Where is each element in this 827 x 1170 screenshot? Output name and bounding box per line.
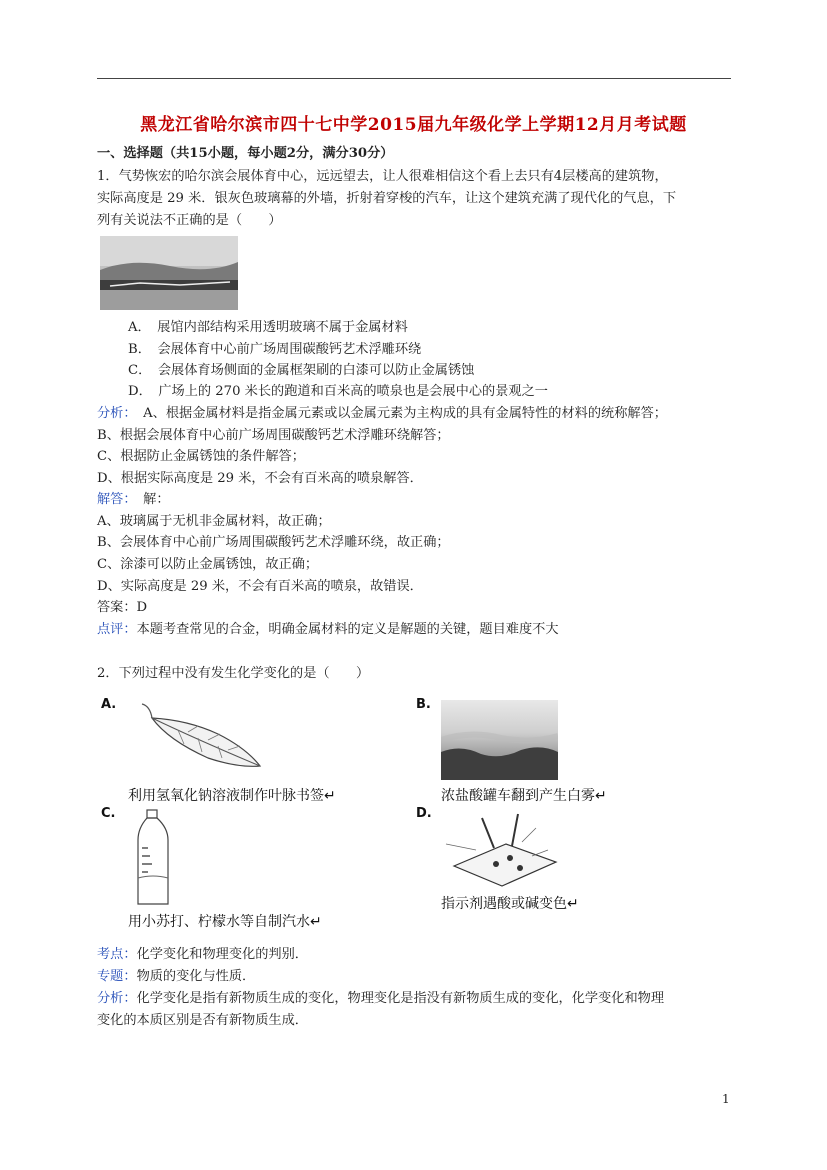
page-number: 1 (722, 1092, 730, 1106)
q1-answer-head (97, 490, 170, 510)
q2-choice-b-letter: B. (416, 697, 431, 712)
q1-analysis-c: C、根据防止金属锈蚀的条件解答； (97, 449, 305, 464)
q1-option-c: C． 会展体育场侧面的金属框架刷的白漆可以防止金属锈蚀 (128, 363, 475, 378)
q1-analysis-first (97, 404, 667, 424)
q1-answer-a: A、玻璃属于无机非金属材料，故正确； (97, 514, 331, 529)
q2-choice-c-caption: 用小苏打、柠檬水等自制汽水↵ (128, 914, 322, 930)
comment-text: 本题考查常见的合金，明确金属材料的定义是解题的关键，题目难度不大 (136, 622, 559, 637)
zhuanti-label: 专题： (97, 969, 137, 984)
header-rule (97, 78, 731, 79)
q2-analysis-label: 分析： (97, 991, 137, 1006)
q1-option-b: B． 会展体育中心前广场周围碳酸钙艺术浮雕环绕 (128, 342, 422, 357)
q2-stem: 2．下列过程中没有发生化学变化的是（ ） (97, 666, 370, 681)
zhuanti-text: 物质的变化与性质． (136, 969, 256, 984)
q1-analysis-b: B、根据会展体育中心前广场周围碳酸钙艺术浮雕环绕解答； (97, 428, 450, 443)
q2-analysis-line2: 变化的本质区别是否有新物质生成． (97, 1013, 308, 1028)
acid-spill-fog-photo (441, 700, 558, 780)
q1-answer-c: C、涂漆可以防止金属锈蚀，故正确； (97, 557, 319, 572)
kaodian-text: 化学变化和物理变化的判别． (136, 947, 308, 962)
q2-analysis-line1 (97, 989, 664, 1009)
q2-choice-b-caption: 浓盐酸罐车翻到产生白雾↵ (441, 788, 607, 804)
q1-answer-b: B、会展体育中心前广场周围碳酸钙艺术浮雕环绕，故正确； (97, 535, 450, 550)
q1-stem-line2: 实际高度是 29 米．银灰色玻璃幕的外墙，折射着穿梭的汽车，让这个建筑充满了现代化的气息，下 (97, 191, 677, 206)
q1-analysis-d: D、根据实际高度是 29 米，不会有百米高的喷泉解答． (97, 471, 423, 486)
q1-option-a: A． 展馆内部结构采用透明玻璃不属于金属材料 (128, 320, 408, 335)
page-title: 黑龙江省哈尔滨市四十七中学2015届九年级化学上学期12月月考试题 (140, 115, 687, 135)
q2-kaodian (97, 945, 308, 965)
q2-choice-a-caption: 利用氢氧化钠溶液制作叶脉书签↵ (128, 788, 336, 804)
q1-option-d: D． 广场上的 270 米长的跑道和百米高的喷泉也是会展中心的景观之一 (128, 384, 548, 399)
leaf-skeleton-image (128, 700, 268, 780)
q2-choice-d-letter: D. (416, 806, 432, 821)
q1-comment (97, 620, 559, 640)
analysis-label: 分析： (97, 406, 130, 421)
q2-analysis-text: 化学变化是指有新物质生成的变化，物理变化是指没有新物质生成的变化，化学变化和物理 (136, 991, 665, 1006)
q1-building-photo (100, 236, 238, 310)
section-heading: 一、选择题（共15小题，每小题2分，满分30分） (97, 146, 394, 161)
q2-choice-d-caption: 指示剂遇酸或碱变色↵ (441, 896, 579, 912)
q2-choice-c-letter: C. (101, 806, 116, 821)
analysis-text: A、根据金属材料是指金属元素或以金属元素为主构成的具有金属特性的材料的统称解答； (129, 406, 667, 421)
q1-answer-d: D、实际高度是 29 米，不会有百米高的喷泉，故错误． (97, 579, 423, 594)
answer-intro: 解： (129, 492, 170, 507)
indicator-plate-diagram (436, 808, 576, 888)
kaodian-label: 考点： (97, 947, 137, 962)
q1-stem-line3: 列有关说法不正确的是（ ） (97, 213, 282, 228)
comment-label: 点评： (97, 622, 137, 637)
q1-final-answer: 答案：D (97, 600, 148, 615)
q1-stem-line1: 1．气势恢宏的哈尔滨会展体育中心，远远望去，让人很难相信这个看上去只有4层楼高的建筑物， (97, 169, 668, 184)
q2-choice-a-letter: A. (101, 697, 117, 712)
answer-label: 解答： (97, 492, 130, 507)
soda-bottle-image (128, 808, 178, 908)
q2-zhuanti (97, 967, 255, 987)
